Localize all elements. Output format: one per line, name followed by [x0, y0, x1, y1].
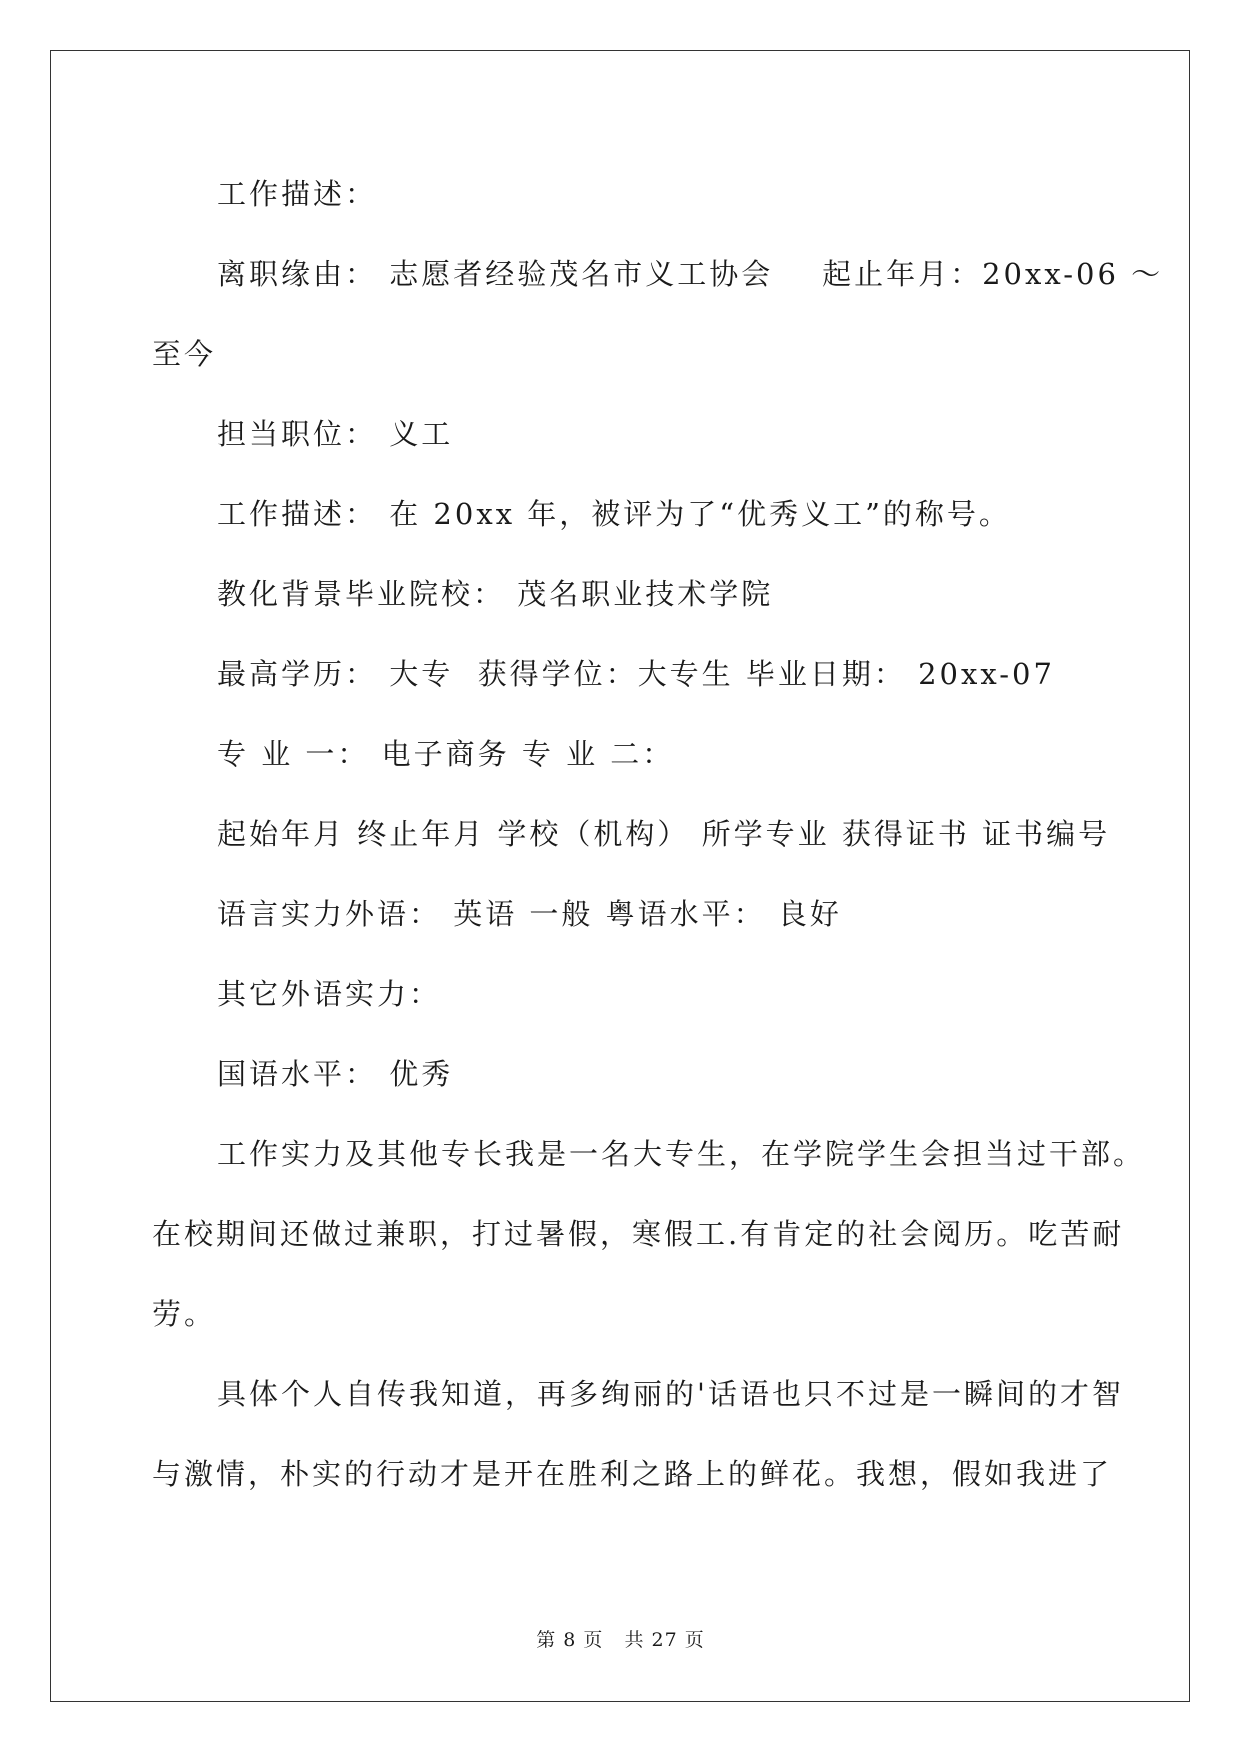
text-line: 离职缘由： 志愿者经验茂名市义工协会 起止年月：20xx-06 ～ — [217, 257, 1164, 291]
text-line: 最高学历： 大专 获得学位：大专生 毕业日期： 20xx-07 — [217, 657, 1055, 691]
text-line: 工作实力及其他专长我是一名大专生，在学院学生会担当过干部。 — [217, 1137, 1146, 1171]
text-line: 起始年月 终止年月 学校（机构） 所学专业 获得证书 证书编号 — [217, 817, 1111, 851]
text-line: 至今 — [152, 337, 217, 371]
page-border — [50, 50, 1190, 1702]
text-line: 在校期间还做过兼职，打过暑假，寒假工.有肯定的社会阅历。吃苦耐 — [152, 1217, 1125, 1251]
text-line: 其它外语实力： — [217, 977, 442, 1011]
text-line: 工作描述： 在 20xx 年，被评为了“优秀义工”的称号。 — [217, 497, 1011, 531]
text-line: 教化背景毕业院校： 茂名职业技术学院 — [217, 577, 774, 611]
text-line: 具体个人自传我知道，再多绚丽的'话语也只不过是一瞬间的才智 — [217, 1377, 1124, 1411]
text-line: 劳。 — [152, 1297, 217, 1331]
text-line: 专 业 一： 电子商务 专 业 二： — [217, 737, 675, 771]
text-line: 工作描述： — [217, 177, 378, 211]
text-line: 国语水平： 优秀 — [217, 1057, 454, 1091]
text-line: 担当职位： 义工 — [217, 417, 454, 451]
text-line: 与激情，朴实的行动才是开在胜利之路上的鲜花。我想，假如我进了 — [152, 1457, 1113, 1491]
page-number-footer: 第 8 页 共 27 页 — [536, 1629, 705, 1651]
text-line: 语言实力外语： 英语 一般 粤语水平： 良好 — [217, 897, 842, 931]
